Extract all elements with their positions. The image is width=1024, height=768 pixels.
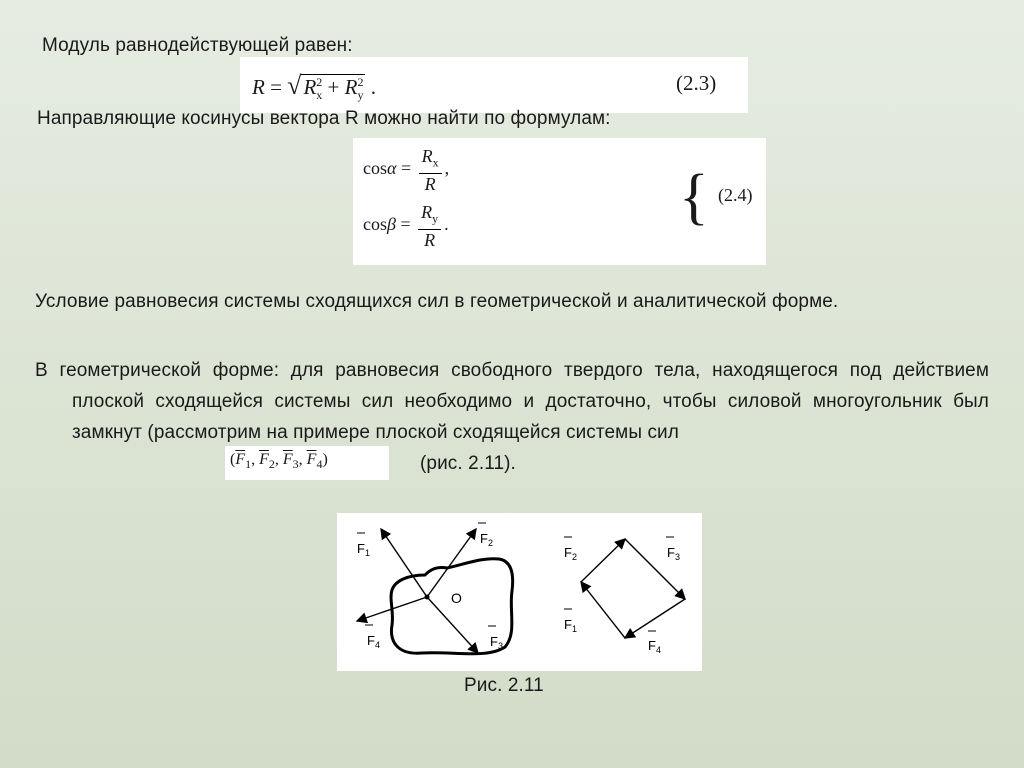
cosines-label: Направляющие косинусы вектора R можно найти по формулам: — [37, 108, 611, 129]
rx-symbol: R — [303, 75, 317, 99]
svg-text:F3: $F_3$ — [490, 634, 503, 651]
force-f3: $\overline{F}$ — [282, 451, 293, 468]
label-poly-f2: F — [564, 545, 572, 560]
figure-2-11 — [337, 513, 702, 671]
left-labels — [357, 523, 503, 651]
label-poly-f3: F — [667, 545, 675, 560]
formula-lhs: R — [252, 75, 265, 99]
svg-text:F3: $F_3$ — [667, 545, 680, 562]
formula-cos-alpha: cosα = $\frac{R_x}{R}$ , — [363, 146, 450, 194]
force-f4: $\overline{F}$ — [306, 451, 317, 468]
geometric-form-text: В геометрической форме: для равновесия свободного твердого тела, находящегося под действием плоской сходящейся системы сил необходимо и достаточно, чтобы силовой многоугольник был замкнут (рассмотрим на примере плоской сходящейся системы сил — [35, 360, 989, 443]
svg-text:F4: $F_4$ — [367, 633, 380, 650]
ry-symbol: R — [344, 75, 358, 99]
force-line-f1 — [381, 529, 427, 597]
equilibrium-condition: Условие равновесия системы сходящихся сил в геометрической и аналитической форме. — [35, 291, 839, 312]
force-f1: $\overline{F}$ — [235, 451, 246, 468]
ry-sup: 2 — [357, 75, 364, 89]
formula-2-4 — [353, 138, 766, 265]
plus-sign: + — [327, 75, 340, 99]
polygon-side-f2 — [581, 539, 625, 582]
center-label: O — [451, 590, 462, 606]
label-f1: F — [357, 541, 365, 556]
formula-cos-beta: cosβ = $\frac{R_y}{R}$ . — [363, 202, 449, 250]
svg-text:F4: $F_4$ — [648, 638, 661, 655]
sqrt-icon: √ — [287, 71, 302, 100]
right-labels — [564, 537, 680, 655]
svg-text:F2: $F_2$ — [480, 531, 493, 548]
brace-icon: { — [679, 163, 709, 231]
label-f4: F — [367, 633, 375, 648]
rx-sub: x — [316, 88, 323, 103]
label-poly-f4: F — [648, 638, 656, 653]
label-f2: F — [480, 531, 488, 546]
center-point — [425, 595, 430, 600]
label-poly-f1: F — [564, 617, 572, 632]
rx-sup: 2 — [316, 75, 323, 89]
figure-reference: (рис. 2.11). — [420, 453, 516, 474]
modulus-label: Модуль равнодействующей равен: — [42, 35, 353, 56]
polygon-side-f3 — [625, 539, 685, 599]
svg-text:F1: $F_1$ — [357, 541, 370, 558]
figure-caption: Рис. 2.11 — [464, 675, 544, 696]
force-f2: $\overline{F}$ — [259, 451, 269, 468]
formula-eq: = — [270, 75, 282, 99]
label-f3: F — [490, 634, 498, 649]
polygon-side-f4 — [625, 599, 685, 638]
polygon-side-f1 — [581, 582, 625, 638]
formula-2-3: $R = √R_x^2 + R_y^2$ . (2.3) — [240, 57, 748, 113]
equation-number-2-4: (2.4) — [718, 185, 753, 205]
svg-text:F1: $F_1$ — [564, 617, 577, 634]
equation-number-2-3: (2.3) — [676, 71, 717, 95]
svg-text:F2: $F_2$ — [564, 545, 577, 562]
force-diagram — [337, 513, 702, 671]
ry-sub: y — [357, 88, 364, 103]
force-set-formula: ($\overline{F}_1$, $\overline{F}_2$, $\overline{F}_3$, $\overline{F}_4$) — [225, 446, 389, 480]
